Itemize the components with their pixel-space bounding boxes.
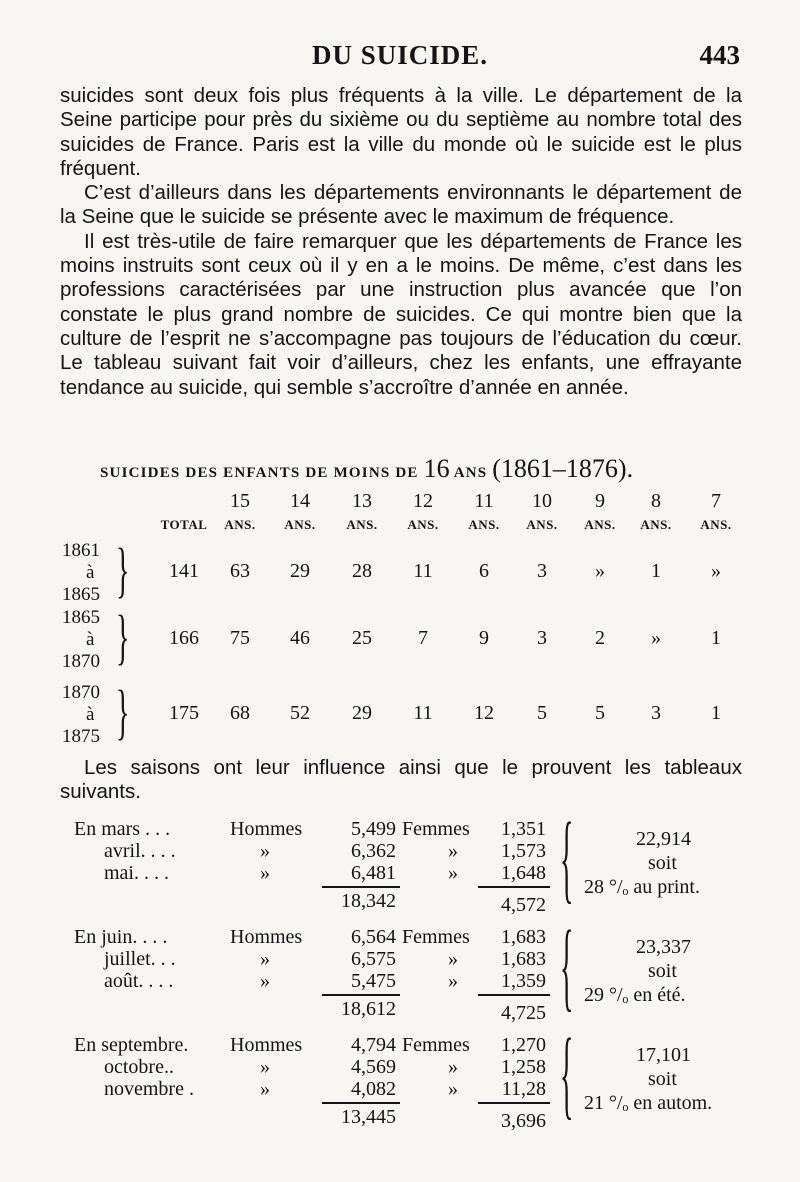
title-period: (1861–1876).: [492, 454, 634, 483]
period-to: 1875: [62, 726, 100, 747]
men-value: 4,794: [351, 1034, 396, 1056]
month-label: mai. . . .: [104, 862, 169, 884]
month-label: En septembre.: [74, 1034, 189, 1056]
column-header: ANS.: [468, 517, 500, 532]
season-percent: 21 °/ₒ en autom.: [584, 1092, 713, 1114]
men-label: »: [260, 1078, 270, 1100]
women-label: »: [448, 1078, 458, 1100]
table-cell: 46: [290, 627, 310, 649]
women-value: 1,258: [501, 1056, 546, 1078]
table-cell: 11: [413, 702, 433, 724]
women-value: 1,648: [501, 862, 546, 884]
men-label: »: [260, 840, 270, 862]
season-brace: {: [560, 804, 574, 916]
season-brace: {: [560, 1020, 574, 1132]
column-header: ANS.: [584, 517, 616, 532]
table-cell: »: [595, 560, 605, 582]
children-table-title: [100, 454, 720, 484]
age-header: 15: [230, 490, 250, 512]
title-age: 16: [423, 454, 450, 483]
column-header: ANS.: [700, 517, 732, 532]
men-value: 5,499: [351, 818, 396, 840]
table-cell: 141: [169, 560, 199, 582]
table-cell: »: [651, 627, 661, 649]
women-label: »: [448, 862, 458, 884]
table-cell: 3: [537, 627, 547, 649]
total-rule: [478, 886, 550, 888]
soit-label: soit: [648, 852, 677, 874]
table-cell: 3: [651, 702, 661, 724]
age-header: 9: [595, 490, 605, 512]
grand-total: 23,337: [636, 936, 691, 958]
total-rule: [478, 994, 550, 996]
table-cell: 166: [169, 627, 199, 649]
women-total: 3,696: [501, 1110, 546, 1132]
men-total: 18,342: [341, 890, 396, 912]
period-from: 1861: [62, 540, 100, 561]
table-cell: 52: [290, 702, 310, 724]
total-rule: [322, 886, 400, 888]
period-a: à: [86, 704, 95, 725]
table-cell: 63: [230, 560, 250, 582]
season-brace: {: [560, 912, 574, 1024]
soit-label: soit: [648, 960, 677, 982]
men-label: »: [260, 862, 270, 884]
men-total: 18,612: [341, 998, 396, 1020]
period-from: 1870: [62, 682, 100, 703]
men-value: 5,475: [351, 970, 396, 992]
page-number: 443: [699, 40, 740, 70]
table-cell: 5: [595, 702, 605, 724]
paragraph: C’est d’ailleurs dans les départements environnants le département de la Seine que le suicide se présente avec le maximum de fréquence.: [60, 181, 742, 229]
men-value: 4,082: [351, 1078, 396, 1100]
period-from: 1865: [62, 607, 100, 628]
men-value: 6,362: [351, 840, 396, 862]
table-cell: 68: [230, 702, 250, 724]
column-header: ANS.: [346, 517, 378, 532]
month-label: novembre .: [104, 1078, 194, 1100]
table-cell: 75: [230, 627, 250, 649]
season-percent: 28 °/ₒ au print.: [584, 876, 700, 898]
month-label: avril. . . .: [104, 840, 176, 862]
table-cell: 3: [537, 560, 547, 582]
women-value: 1,683: [501, 926, 546, 948]
table-cell: 175: [169, 702, 199, 724]
body-text: [60, 84, 742, 400]
month-label: juillet. . .: [104, 948, 176, 970]
paragraph: Il est très-utile de faire remarquer que les départements de France les moins instruits sont ceux où il y en a le moins. De même, c’est dans les professions caractérisées par une instruction plus avancée que l’on constate le plus grand nombre de suicides. Ce qui montre bien que la culture de l’esprit ne s’accompagne pas toujours de l’éducation du cœur. Le tableau suivant fait voir d’ailleurs, chez les enfants, une effrayante tendance au suicide, qui semble s’accroître d’année en année.: [60, 229, 742, 399]
column-header: TOTAL: [160, 517, 208, 532]
row-brace: }: [116, 604, 130, 674]
women-total: 4,725: [501, 1002, 546, 1024]
table-cell: 1: [711, 627, 721, 649]
men-label: »: [260, 948, 270, 970]
table-cell: 1: [651, 560, 661, 582]
row-brace: }: [116, 537, 130, 607]
table-cell: 6: [479, 560, 489, 582]
women-value: 1,683: [501, 948, 546, 970]
total-rule: [478, 1102, 550, 1104]
paragraph: suicides sont deux fois plus fréquents à la ville. Le département de la Seine participe pour près du sixième ou du septième au nombre total des suicides de France. Paris est la ville du monde où le suicide est le plus fréquent.: [60, 84, 742, 180]
period-a: à: [86, 629, 95, 650]
table-cell: »: [711, 560, 721, 582]
women-total: 4,572: [501, 894, 546, 916]
table-cell: 29: [352, 702, 372, 724]
table-cell: 29: [290, 560, 310, 582]
women-label: Femmes: [402, 1034, 470, 1056]
women-value: 1,359: [501, 970, 546, 992]
month-label: octobre..: [104, 1056, 174, 1078]
women-value: 1,351: [501, 818, 546, 840]
column-header: ANS.: [640, 517, 672, 532]
running-title: DU SUICIDE.: [311, 40, 489, 70]
month-label: août. . . .: [104, 970, 174, 992]
seasons-intro: [60, 756, 742, 805]
women-label: »: [448, 970, 458, 992]
period-to: 1865: [62, 584, 100, 605]
table-cell: 7: [418, 627, 428, 649]
grand-total: 22,914: [636, 828, 691, 850]
month-label: En juin. . . .: [74, 926, 168, 948]
women-label: »: [448, 1056, 458, 1078]
men-label: »: [260, 970, 270, 992]
paragraph: Les saisons ont leur influence ainsi que le prouvent les tableaux suivants.: [60, 756, 742, 804]
table-cell: 2: [595, 627, 605, 649]
table-cell: 28: [352, 560, 372, 582]
age-header: 14: [290, 490, 310, 512]
age-header: 8: [651, 490, 661, 512]
age-header: 13: [352, 490, 372, 512]
soit-label: soit: [648, 1068, 677, 1090]
table-cell: 11: [413, 560, 433, 582]
men-value: 6,481: [351, 862, 396, 884]
men-label: Hommes: [230, 818, 303, 840]
age-header: 12: [413, 490, 433, 512]
title-prefix: SUICIDES DES ENFANTS DE MOINS DE: [100, 465, 419, 481]
table-cell: 9: [479, 627, 489, 649]
title-ans: ANS: [453, 465, 488, 481]
women-label: Femmes: [402, 926, 470, 948]
women-label: Femmes: [402, 818, 470, 840]
month-label: En mars . . .: [74, 818, 171, 840]
period-to: 1870: [62, 651, 100, 672]
column-header: ANS.: [284, 517, 316, 532]
women-label: »: [448, 948, 458, 970]
total-rule: [322, 1102, 400, 1104]
age-header: 11: [474, 490, 494, 512]
women-value: 11,28: [501, 1078, 546, 1100]
men-total: 13,445: [341, 1106, 396, 1128]
men-value: 4,569: [351, 1056, 396, 1078]
table-cell: 1: [711, 702, 721, 724]
women-value: 1,573: [501, 840, 546, 862]
row-brace: }: [116, 679, 130, 749]
men-label: »: [260, 1056, 270, 1078]
column-header: ANS.: [224, 517, 256, 532]
column-header: ANS.: [526, 517, 558, 532]
women-label: »: [448, 840, 458, 862]
column-header: ANS.: [407, 517, 439, 532]
season-percent: 29 °/ₒ en été.: [584, 984, 686, 1006]
men-value: 6,575: [351, 948, 396, 970]
grand-total: 17,101: [636, 1044, 691, 1066]
period-a: à: [86, 562, 95, 583]
table-cell: 25: [352, 627, 372, 649]
total-rule: [322, 994, 400, 996]
age-header: 7: [711, 490, 721, 512]
women-value: 1,270: [501, 1034, 546, 1056]
men-value: 6,564: [351, 926, 396, 948]
age-header: 10: [532, 490, 552, 512]
table-cell: 5: [537, 702, 547, 724]
table-cell: 12: [474, 702, 494, 724]
men-label: Hommes: [230, 1034, 303, 1056]
men-label: Hommes: [230, 926, 303, 948]
